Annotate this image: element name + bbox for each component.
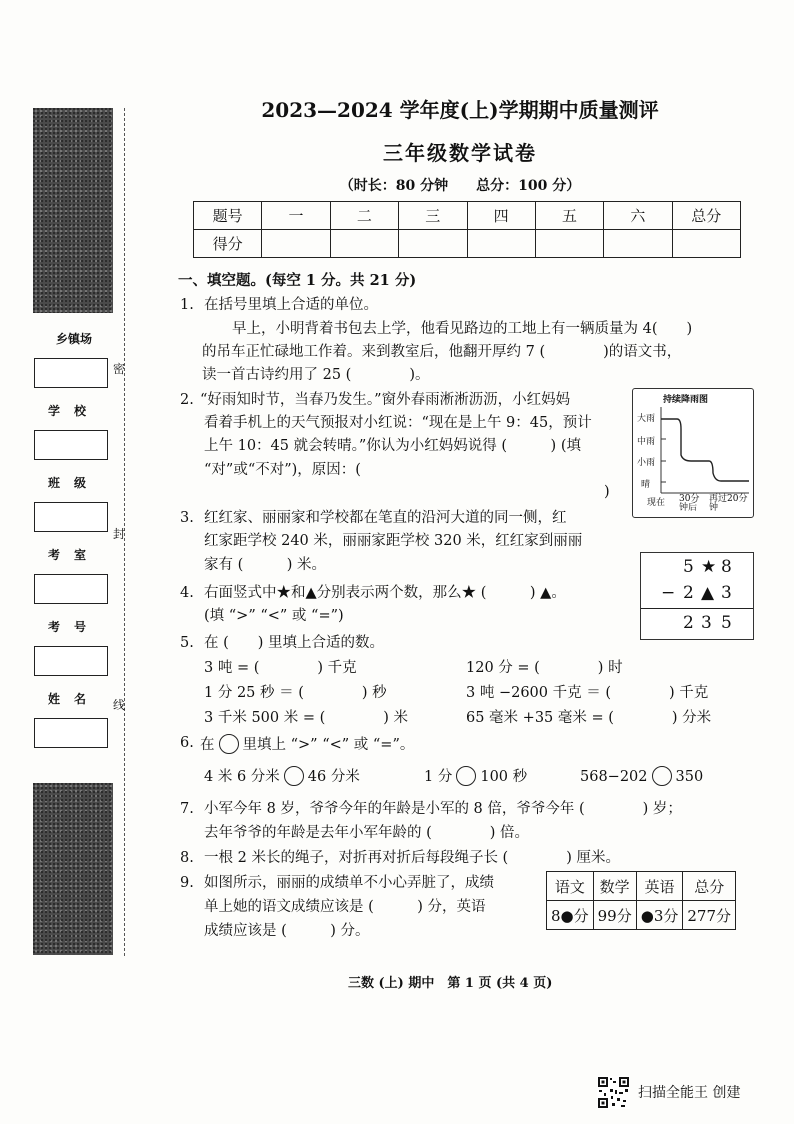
score-cell: 总分 [672,202,740,230]
q6-right: 100 秒 [480,769,528,785]
q6-stem-post: 里填上 “>” “<” 或 “=”。 [242,737,415,753]
grade-value: ●3分 [636,901,683,930]
score-entry[interactable] [604,230,672,258]
field-label-name: 姓名 [47,692,100,706]
q6-item [424,766,527,786]
q9-line2: 单上她的语文成绩应该是 ( ) 分，英语 [204,899,486,915]
star-icon: ★ [701,557,717,577]
q5-number: 5. [180,635,194,651]
rain-chart [632,388,754,518]
q5-stem: 在 ( ) 里填上合适的数。 [204,635,385,651]
answer-circle[interactable] [456,766,476,786]
vsub-digit: 5 [721,613,732,633]
grade-value: 99分 [593,901,636,930]
field-box-exam-room[interactable] [34,574,108,604]
qr-code-icon [597,1076,630,1109]
q6-right: 46 分米 [307,769,360,785]
rain-level-label: 中雨 [637,437,656,447]
grade-header: 数学 [593,872,636,901]
q2-line4: “对”或“不对”)，原因：( [204,462,361,478]
binding-mark-close: 封 [113,527,126,541]
vsub-digit: 3 [721,583,732,603]
q3-line1: 红红家、丽丽家和学校都在笔直的沿河大道的同一侧，红 [204,510,567,526]
q3-line3: 家有 ( ) 米。 [204,557,327,573]
vsub-digit: 8 [721,557,732,577]
score-cell: 二 [330,202,398,230]
q9-line1: 如图所示，丽丽的成绩单不小心弄脏了，成绩 [204,875,494,891]
q6-number: 6. [180,735,194,751]
exam-subtitle: 三年级数学试卷 [383,141,537,165]
rain-x-label: 再过20分钟 [709,494,748,513]
rain-level-label: 小雨 [637,458,656,468]
q6-item [204,766,360,786]
exam-title: 2023—2024 学年度(上)学期期中质量测评 [261,98,659,122]
score-cell: 三 [399,202,467,230]
minus-sign: − [661,583,676,603]
score-table-score-row [194,230,741,258]
q3-number: 3. [180,510,194,526]
grade-value: 277分 [683,901,736,930]
answer-circle[interactable] [284,766,304,786]
q5-item: 120 分 = ( ) 时 [466,660,623,676]
q3-line2: 红家距学校 240 米，丽丽家距学校 320 米，红红家到丽丽 [204,533,583,549]
field-box-class[interactable] [34,502,108,532]
score-entry[interactable] [330,230,398,258]
field-label-school: 学校 [47,404,100,418]
scanner-watermark: 扫描全能王 创建 [638,1085,741,1101]
q5-item: 65 毫米 +35 毫米 = ( ) 分米 [466,710,712,726]
rain-chart-title: 持续降雨图 [663,395,709,405]
q6-stem-pre: 在 [200,737,215,753]
q6-item [580,766,703,786]
vertical-subtraction [640,552,754,640]
q4-line2: (填 “>” “<” 或 “=”) [204,608,344,624]
binding-strip-bottom [33,783,113,955]
score-entry[interactable] [399,230,467,258]
rain-chart-plot [633,389,753,517]
score-cell: 四 [467,202,535,230]
score-cell: 题号 [194,202,262,230]
q1-line1: 早上，小明背着书包去上学，他看见路边的工地上有一辆质量为 4( ) [232,321,693,337]
q7-line2: 去年爷爷的年龄是去年小军年龄的 ( ) 倍。 [204,825,530,841]
q5-item: 1 分 25 秒 ＝ ( ) 秒 [204,685,387,701]
q4-number: 4. [180,585,194,601]
field-label-class: 班级 [47,476,100,490]
q6-stem [200,734,414,754]
q9-line3: 成绩应该是 ( ) 分。 [204,923,370,939]
grade-header: 英语 [636,872,683,901]
score-cell: 一 [262,202,330,230]
field-box-exam-number[interactable] [34,646,108,676]
q8-number: 8. [180,850,194,866]
binding-mark-line: 线 [113,698,126,712]
rain-level-label: 晴 [641,480,651,490]
field-box-township[interactable] [34,358,108,388]
field-box-name[interactable] [34,718,108,748]
q1-line3: 读一首古诗约用了 25 ( )。 [202,367,430,383]
field-label-exam-room: 考室 [47,548,100,562]
q6-left: 568−202 [580,769,648,785]
vsub-digit: 2 [683,583,694,603]
grade-value-row [547,901,736,930]
score-table-header-row [194,202,741,230]
vsub-rule [641,608,753,609]
q7-number: 7. [180,801,194,817]
score-cell: 六 [604,202,672,230]
grade-table [546,871,736,930]
binding-strip-top [33,108,113,313]
triangle-icon: ▲ [701,583,715,603]
q6-right: 350 [675,769,704,785]
q2-line1: “好雨知时节，当春乃发生。”窗外春雨淅淅沥沥，小红妈妈 [200,392,571,408]
score-entry[interactable] [467,230,535,258]
q6-left: 1 分 [424,769,453,785]
q2-line3: 上午 10：45 就会转晴。”你认为小红妈妈说得 ( ) (填 [204,438,581,454]
section-heading: 一、填空题。(每空 1 分。共 21 分) [178,272,417,289]
q2-line2: 看着手机上的天气预报对小红说：“现在是上午 9：45，预计 [204,415,592,431]
q1-stem: 在括号里填上合适的单位。 [204,297,378,313]
q1-line2: 的吊车正忙碌地工作着。来到教室后，他翻开厚约 7 ( )的语文书， [202,344,682,360]
vsub-digit: 2 [683,613,694,633]
score-entry[interactable] [262,230,330,258]
rain-x-label: 30分钟后 [679,494,700,513]
q6-left: 4 米 6 分米 [204,769,280,785]
vsub-digit: 3 [701,613,712,633]
q7-line1: 小军今年 8 岁，爷爷今年的年龄是小军的 8 倍，爷爷今年 ( ) 岁； [204,801,682,817]
grade-header: 总分 [683,872,736,901]
binding-mark-seal: 密 [113,362,126,376]
vsub-digit: 5 [683,557,694,577]
q5-item: 3 吨 −2600 千克 ＝ ( ) 千克 [466,685,709,701]
q4-line1: 右面竖式中★和▲分别表示两个数，那么★ ( ) ▲。 [204,585,566,601]
score-cell: 五 [535,202,603,230]
q8-line1: 一根 2 米长的绳子，对折再对折后每段绳子长 ( ) 厘米。 [204,850,620,866]
exam-meta: （时长：80 分钟 总分：100 分） [339,178,581,194]
q2-line5: ) [604,484,610,500]
score-table [193,201,741,258]
rain-x-label: 现在 [647,498,666,508]
field-label-township: 乡镇场 [55,332,92,346]
q2-number: 2. [180,392,194,408]
score-cell: 得分 [194,230,262,258]
q5-item: 3 千米 500 米 = ( ) 米 [204,710,409,726]
q9-number: 9. [180,875,194,891]
q5-item: 3 吨 = ( ) 千克 [204,660,357,676]
rain-level-label: 大雨 [637,414,656,424]
grade-header-row [547,872,736,901]
grade-header: 语文 [547,872,594,901]
score-entry[interactable] [535,230,603,258]
score-entry[interactable] [672,230,740,258]
page-footer: 三数 (上) 期中 第 1 页 (共 4 页) [348,976,553,991]
q1-number: 1. [180,297,194,313]
field-label-exam-number: 考号 [47,620,100,634]
field-box-school[interactable] [34,430,108,460]
compare-circle-icon [219,734,239,754]
answer-circle[interactable] [652,766,672,786]
grade-value: 8●分 [547,901,594,930]
